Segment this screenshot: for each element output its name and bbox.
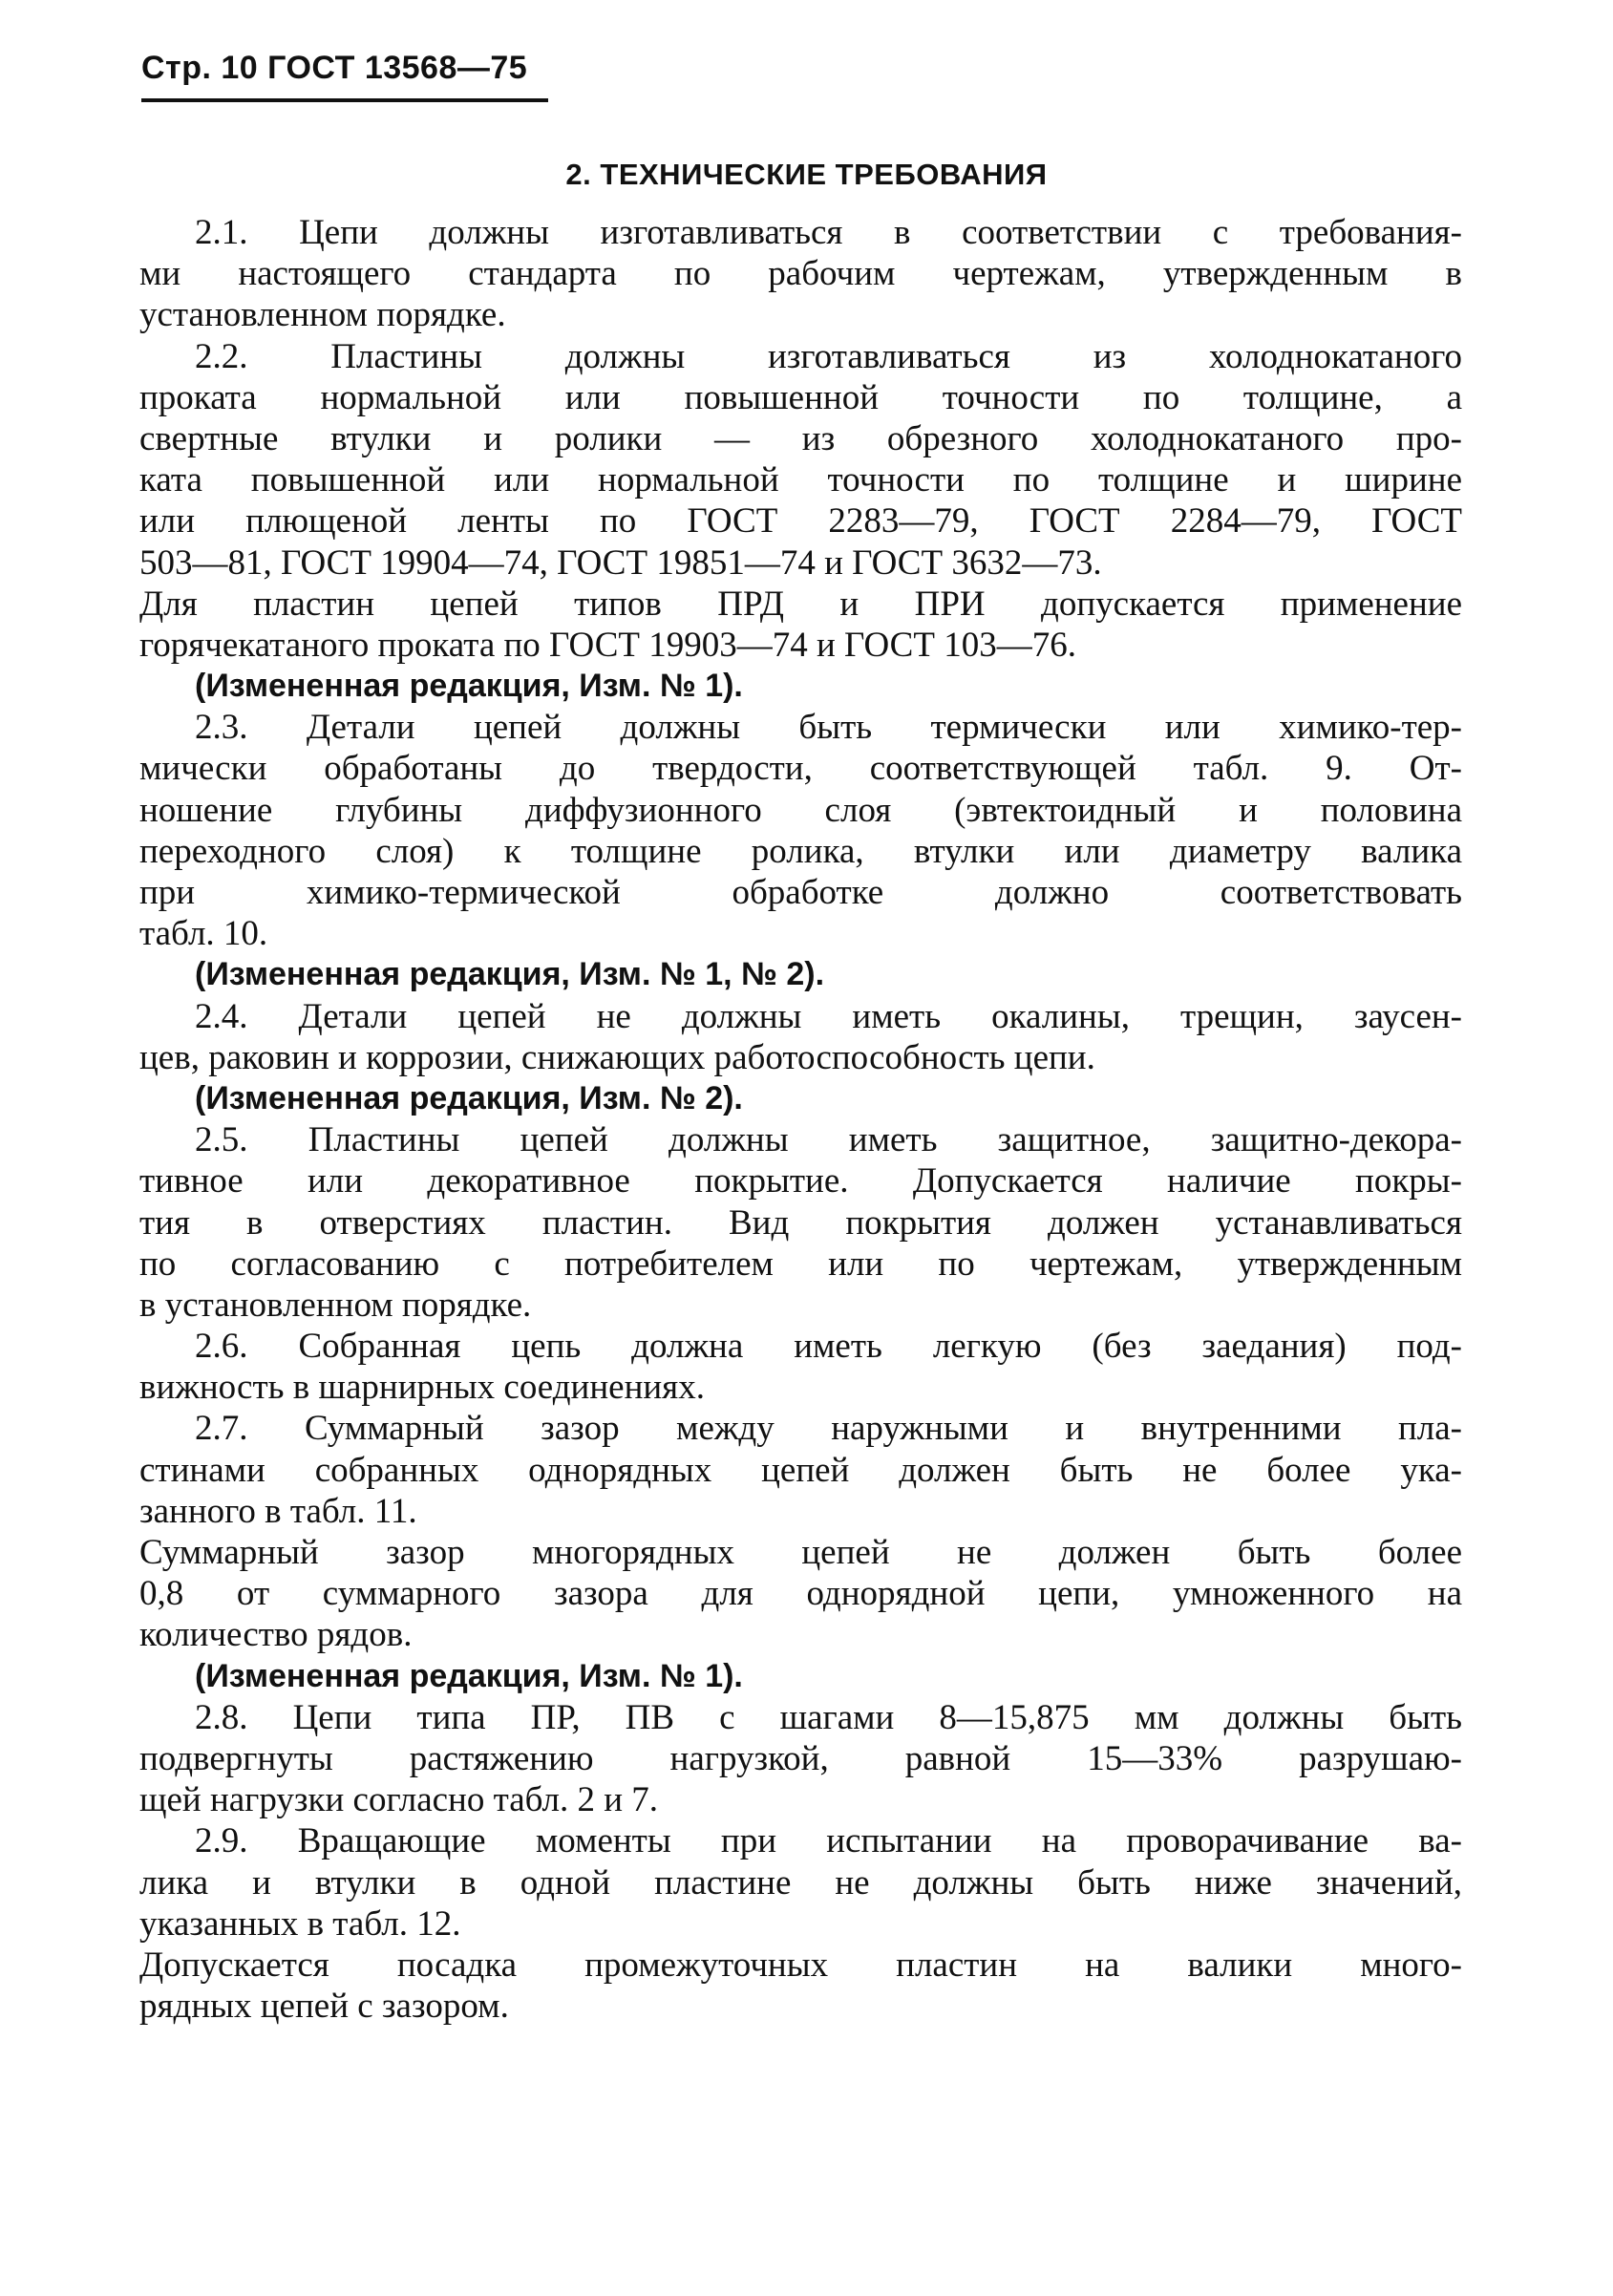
text-line: табл. 10. — [139, 914, 268, 954]
text-line: Для пластин цепей типов ПРД и ПРИ допускается применение — [139, 584, 1462, 624]
amendment-note: (Измененная редакция, Изм. № 1). — [195, 668, 743, 705]
text-line: стинами собранных однорядных цепей должен быть не более ука- — [139, 1450, 1462, 1490]
text-line: лика и втулки в одной пластине не должны быть ниже значений, — [139, 1862, 1462, 1903]
text-line: занного в табл. 11. — [139, 1491, 417, 1531]
text-line: 2.7. Суммарный зазор между наружными и внутренними пла- — [195, 1409, 1462, 1449]
text-line: 2.2. Пластины должны изготавливаться из холоднокатаного — [195, 336, 1462, 376]
header-rule — [141, 98, 548, 102]
text-line: по согласованию с потребителем или по чертежам, утвержденным — [139, 1244, 1462, 1284]
text-line: 2.9. Вращающие моменты при испытании на проворачивание ва- — [195, 1821, 1462, 1861]
amendment-note: (Измененная редакция, Изм. № 1, № 2). — [195, 956, 825, 993]
text-line: указанных в табл. 12. — [139, 1903, 461, 1944]
text-line: 2.8. Цепи типа ПР, ПВ с шагами 8—15,875 мм должны быть — [195, 1697, 1462, 1737]
text-line: мически обработаны до твердости, соответствующей табл. 9. От- — [139, 749, 1462, 789]
text-line: 2.1. Цепи должны изготавливаться в соответствии с требования- — [195, 213, 1462, 252]
text-line: переходного слоя) к толщине ролика, втулки или диаметру валика — [139, 831, 1462, 871]
running-head: Стр. 10 ГОСТ 13568—75 — [141, 50, 528, 86]
text-line: свертные втулки и ролики — из обрезного холоднокатаного про- — [139, 418, 1462, 458]
amendment-note: (Измененная редакция, Изм. № 2). — [195, 1079, 743, 1116]
section-title: 2. ТЕХНИЧЕСКИЕ ТРЕБОВАНИЯ — [565, 158, 1048, 191]
text-line: 2.6. Собранная цепь должна иметь легкую (без заедания) под- — [195, 1327, 1462, 1367]
text-line: 503—81, ГОСТ 19904—74, ГОСТ 19851—74 и ГОСТ 3632—73. — [139, 542, 1102, 583]
body-text — [139, 212, 1462, 2027]
text-line: горячекатаного проката по ГОСТ 19903—74 и ГОСТ 103—76. — [139, 625, 1076, 665]
text-line: ката повышенной или нормальной точности по толщине и ширине — [139, 460, 1462, 500]
text-line: установленном порядке. — [139, 295, 506, 335]
text-line: ношение глубины диффузионного слоя (эвтектоидный и половина — [139, 790, 1462, 830]
text-line: 2.4. Детали цепей не должны иметь окалины, трещин, заусен- — [195, 996, 1462, 1036]
text-line: подвергнуты растяжению нагрузкой, равной 15—33% разрушаю- — [139, 1738, 1462, 1778]
text-line: щей нагрузки согласно табл. 2 и 7. — [139, 1780, 659, 1820]
text-line: Допускается посадка промежуточных пластин на валики много- — [139, 1945, 1462, 1985]
text-line: или плющеной ленты по ГОСТ 2283—79, ГОСТ 2284—79, ГОСТ — [139, 501, 1462, 542]
text-line: тивное или декоративное покрытие. Допускается наличие покры- — [139, 1161, 1462, 1201]
text-line: тия в отверстиях пластин. Вид покрытия должен устанавливаться — [139, 1202, 1462, 1243]
text-line: рядных цепей с зазором. — [139, 1987, 509, 2027]
text-line: 0,8 от суммарного зазора для однорядной цепи, умноженного на — [139, 1574, 1462, 1614]
text-line: количество рядов. — [139, 1615, 413, 1655]
text-line: Суммарный зазор многорядных цепей не должен быть более — [139, 1533, 1462, 1572]
text-line: в установленном порядке. — [139, 1285, 532, 1325]
text-line: при химико-термической обработке должно соответствовать — [139, 873, 1462, 912]
text-line: 2.5. Пластины цепей должны иметь защитное, защитно-декора- — [195, 1120, 1462, 1160]
text-line: вижность в шарнирных соединениях. — [139, 1368, 705, 1408]
text-line: 2.3. Детали цепей должны быть термически или химико-тер- — [195, 708, 1462, 748]
text-line: цев, раковин и коррозии, снижающих работоспособность цепи. — [139, 1037, 1095, 1077]
amendment-note: (Измененная редакция, Изм. № 1). — [195, 1657, 743, 1694]
text-line: ми настоящего стандарта по рабочим чертежам, утвержденным в — [139, 254, 1462, 294]
text-line: проката нормальной или повышенной точности по толщине, а — [139, 377, 1462, 417]
